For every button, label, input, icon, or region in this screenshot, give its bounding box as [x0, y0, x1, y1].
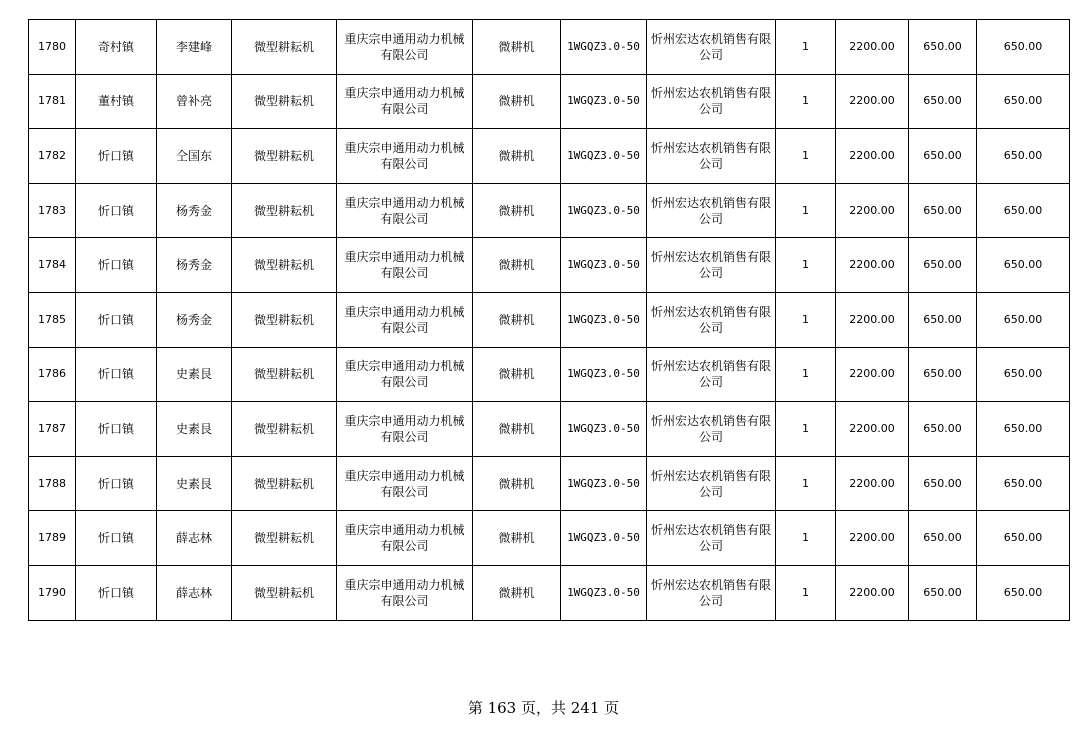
cell-machine-category: 微型耕耘机: [232, 456, 337, 511]
cell-unit-price: 2200.00: [836, 129, 909, 184]
cell-manufacturer: 重庆宗申通用动力机械有限公司: [337, 183, 473, 238]
cell-quantity: 1: [776, 183, 836, 238]
cell-unit-price: 2200.00: [836, 402, 909, 457]
cell-total-subsidy: 650.00: [977, 511, 1070, 566]
cell-town: 忻口镇: [76, 456, 157, 511]
cell-serial-no: 1787: [29, 402, 76, 457]
cell-machine-category: 微型耕耘机: [232, 511, 337, 566]
cell-manufacturer: 重庆宗申通用动力机械有限公司: [337, 20, 473, 75]
cell-machine-category: 微型耕耘机: [232, 129, 337, 184]
cell-quantity: 1: [776, 402, 836, 457]
cell-subsidy-amount: 650.00: [909, 292, 977, 347]
cell-dealer: 忻州宏达农机销售有限公司: [647, 74, 776, 129]
cell-model: 1WGQZ3.0-50: [561, 511, 647, 566]
cell-model: 1WGQZ3.0-50: [561, 183, 647, 238]
cell-machine-category: 微型耕耘机: [232, 292, 337, 347]
cell-quantity: 1: [776, 456, 836, 511]
cell-model: 1WGQZ3.0-50: [561, 129, 647, 184]
cell-town: 忻口镇: [76, 402, 157, 457]
cell-subsidy-amount: 650.00: [909, 129, 977, 184]
cell-model: 1WGQZ3.0-50: [561, 292, 647, 347]
table-row: [29, 129, 1070, 184]
cell-model: 1WGQZ3.0-50: [561, 238, 647, 293]
cell-product-name: 微耕机: [473, 183, 561, 238]
cell-unit-price: 2200.00: [836, 74, 909, 129]
cell-serial-no: 1781: [29, 74, 76, 129]
cell-serial-no: 1780: [29, 20, 76, 75]
cell-town: 忻口镇: [76, 347, 157, 402]
cell-subsidy-amount: 650.00: [909, 402, 977, 457]
cell-applicant-name: 杨秀金: [157, 292, 232, 347]
table-row: [29, 238, 1070, 293]
cell-unit-price: 2200.00: [836, 456, 909, 511]
table-row: [29, 511, 1070, 566]
cell-product-name: 微耕机: [473, 292, 561, 347]
cell-manufacturer: 重庆宗申通用动力机械有限公司: [337, 129, 473, 184]
cell-product-name: 微耕机: [473, 129, 561, 184]
table-row: [29, 74, 1070, 129]
cell-product-name: 微耕机: [473, 511, 561, 566]
cell-town: 忻口镇: [76, 238, 157, 293]
cell-subsidy-amount: 650.00: [909, 20, 977, 75]
cell-product-name: 微耕机: [473, 20, 561, 75]
cell-model: 1WGQZ3.0-50: [561, 402, 647, 457]
cell-dealer: 忻州宏达农机销售有限公司: [647, 20, 776, 75]
cell-applicant-name: 史素艮: [157, 456, 232, 511]
cell-unit-price: 2200.00: [836, 292, 909, 347]
cell-dealer: 忻州宏达农机销售有限公司: [647, 183, 776, 238]
cell-total-subsidy: 650.00: [977, 347, 1070, 402]
cell-quantity: 1: [776, 565, 836, 620]
cell-subsidy-amount: 650.00: [909, 511, 977, 566]
cell-town: 忻口镇: [76, 292, 157, 347]
cell-serial-no: 1790: [29, 565, 76, 620]
table-row: [29, 402, 1070, 457]
cell-product-name: 微耕机: [473, 238, 561, 293]
cell-applicant-name: 李建峰: [157, 20, 232, 75]
table-row: [29, 183, 1070, 238]
cell-unit-price: 2200.00: [836, 183, 909, 238]
cell-applicant-name: 薛志林: [157, 565, 232, 620]
cell-product-name: 微耕机: [473, 347, 561, 402]
cell-town: 忻口镇: [76, 183, 157, 238]
cell-manufacturer: 重庆宗申通用动力机械有限公司: [337, 238, 473, 293]
cell-serial-no: 1788: [29, 456, 76, 511]
cell-unit-price: 2200.00: [836, 565, 909, 620]
cell-total-subsidy: 650.00: [977, 183, 1070, 238]
cell-applicant-name: 曾补亮: [157, 74, 232, 129]
cell-applicant-name: 杨秀金: [157, 238, 232, 293]
cell-unit-price: 2200.00: [836, 20, 909, 75]
cell-applicant-name: 史素艮: [157, 347, 232, 402]
cell-dealer: 忻州宏达农机销售有限公司: [647, 511, 776, 566]
cell-total-subsidy: 650.00: [977, 565, 1070, 620]
cell-machine-category: 微型耕耘机: [232, 402, 337, 457]
cell-town: 忻口镇: [76, 129, 157, 184]
cell-applicant-name: 杨秀金: [157, 183, 232, 238]
cell-machine-category: 微型耕耘机: [232, 565, 337, 620]
cell-machine-category: 微型耕耘机: [232, 183, 337, 238]
subsidy-table: [28, 19, 1070, 621]
cell-total-subsidy: 650.00: [977, 74, 1070, 129]
cell-serial-no: 1784: [29, 238, 76, 293]
cell-unit-price: 2200.00: [836, 511, 909, 566]
subsidy-table-container: [28, 19, 1070, 621]
cell-machine-category: 微型耕耘机: [232, 347, 337, 402]
cell-unit-price: 2200.00: [836, 347, 909, 402]
cell-product-name: 微耕机: [473, 402, 561, 457]
cell-dealer: 忻州宏达农机销售有限公司: [647, 565, 776, 620]
page-number-footer: 第 163 页，共 241 页: [467, 699, 620, 717]
cell-total-subsidy: 650.00: [977, 129, 1070, 184]
cell-machine-category: 微型耕耘机: [232, 74, 337, 129]
cell-quantity: 1: [776, 347, 836, 402]
cell-manufacturer: 重庆宗申通用动力机械有限公司: [337, 565, 473, 620]
cell-manufacturer: 重庆宗申通用动力机械有限公司: [337, 511, 473, 566]
cell-quantity: 1: [776, 74, 836, 129]
table-row: [29, 292, 1070, 347]
cell-total-subsidy: 650.00: [977, 402, 1070, 457]
cell-subsidy-amount: 650.00: [909, 565, 977, 620]
table-row: [29, 347, 1070, 402]
cell-model: 1WGQZ3.0-50: [561, 347, 647, 402]
cell-applicant-name: 史素艮: [157, 402, 232, 457]
cell-machine-category: 微型耕耘机: [232, 20, 337, 75]
cell-dealer: 忻州宏达农机销售有限公司: [647, 347, 776, 402]
cell-total-subsidy: 650.00: [977, 292, 1070, 347]
table-row: [29, 20, 1070, 75]
cell-machine-category: 微型耕耘机: [232, 238, 337, 293]
cell-town: 忻口镇: [76, 565, 157, 620]
cell-total-subsidy: 650.00: [977, 20, 1070, 75]
cell-manufacturer: 重庆宗申通用动力机械有限公司: [337, 292, 473, 347]
cell-dealer: 忻州宏达农机销售有限公司: [647, 402, 776, 457]
cell-quantity: 1: [776, 292, 836, 347]
cell-quantity: 1: [776, 129, 836, 184]
cell-town: 忻口镇: [76, 511, 157, 566]
cell-subsidy-amount: 650.00: [909, 183, 977, 238]
cell-town: 奇村镇: [76, 20, 157, 75]
cell-dealer: 忻州宏达农机销售有限公司: [647, 456, 776, 511]
cell-applicant-name: 薛志林: [157, 511, 232, 566]
cell-manufacturer: 重庆宗申通用动力机械有限公司: [337, 74, 473, 129]
cell-quantity: 1: [776, 238, 836, 293]
cell-subsidy-amount: 650.00: [909, 238, 977, 293]
cell-manufacturer: 重庆宗申通用动力机械有限公司: [337, 402, 473, 457]
cell-manufacturer: 重庆宗申通用动力机械有限公司: [337, 347, 473, 402]
cell-subsidy-amount: 650.00: [909, 456, 977, 511]
cell-manufacturer: 重庆宗申通用动力机械有限公司: [337, 456, 473, 511]
cell-quantity: 1: [776, 511, 836, 566]
cell-total-subsidy: 650.00: [977, 238, 1070, 293]
cell-model: 1WGQZ3.0-50: [561, 565, 647, 620]
cell-dealer: 忻州宏达农机销售有限公司: [647, 129, 776, 184]
cell-product-name: 微耕机: [473, 565, 561, 620]
cell-dealer: 忻州宏达农机销售有限公司: [647, 238, 776, 293]
table-row: [29, 456, 1070, 511]
cell-applicant-name: 仝国东: [157, 129, 232, 184]
cell-serial-no: 1786: [29, 347, 76, 402]
cell-dealer: 忻州宏达农机销售有限公司: [647, 292, 776, 347]
cell-unit-price: 2200.00: [836, 238, 909, 293]
cell-serial-no: 1785: [29, 292, 76, 347]
cell-town: 董村镇: [76, 74, 157, 129]
cell-serial-no: 1782: [29, 129, 76, 184]
cell-product-name: 微耕机: [473, 456, 561, 511]
cell-model: 1WGQZ3.0-50: [561, 456, 647, 511]
table-body: [29, 20, 1070, 621]
cell-serial-no: 1789: [29, 511, 76, 566]
cell-subsidy-amount: 650.00: [909, 347, 977, 402]
cell-model: 1WGQZ3.0-50: [561, 74, 647, 129]
cell-quantity: 1: [776, 20, 836, 75]
cell-product-name: 微耕机: [473, 74, 561, 129]
cell-subsidy-amount: 650.00: [909, 74, 977, 129]
cell-model: 1WGQZ3.0-50: [561, 20, 647, 75]
cell-serial-no: 1783: [29, 183, 76, 238]
cell-total-subsidy: 650.00: [977, 456, 1070, 511]
table-row: [29, 565, 1070, 620]
